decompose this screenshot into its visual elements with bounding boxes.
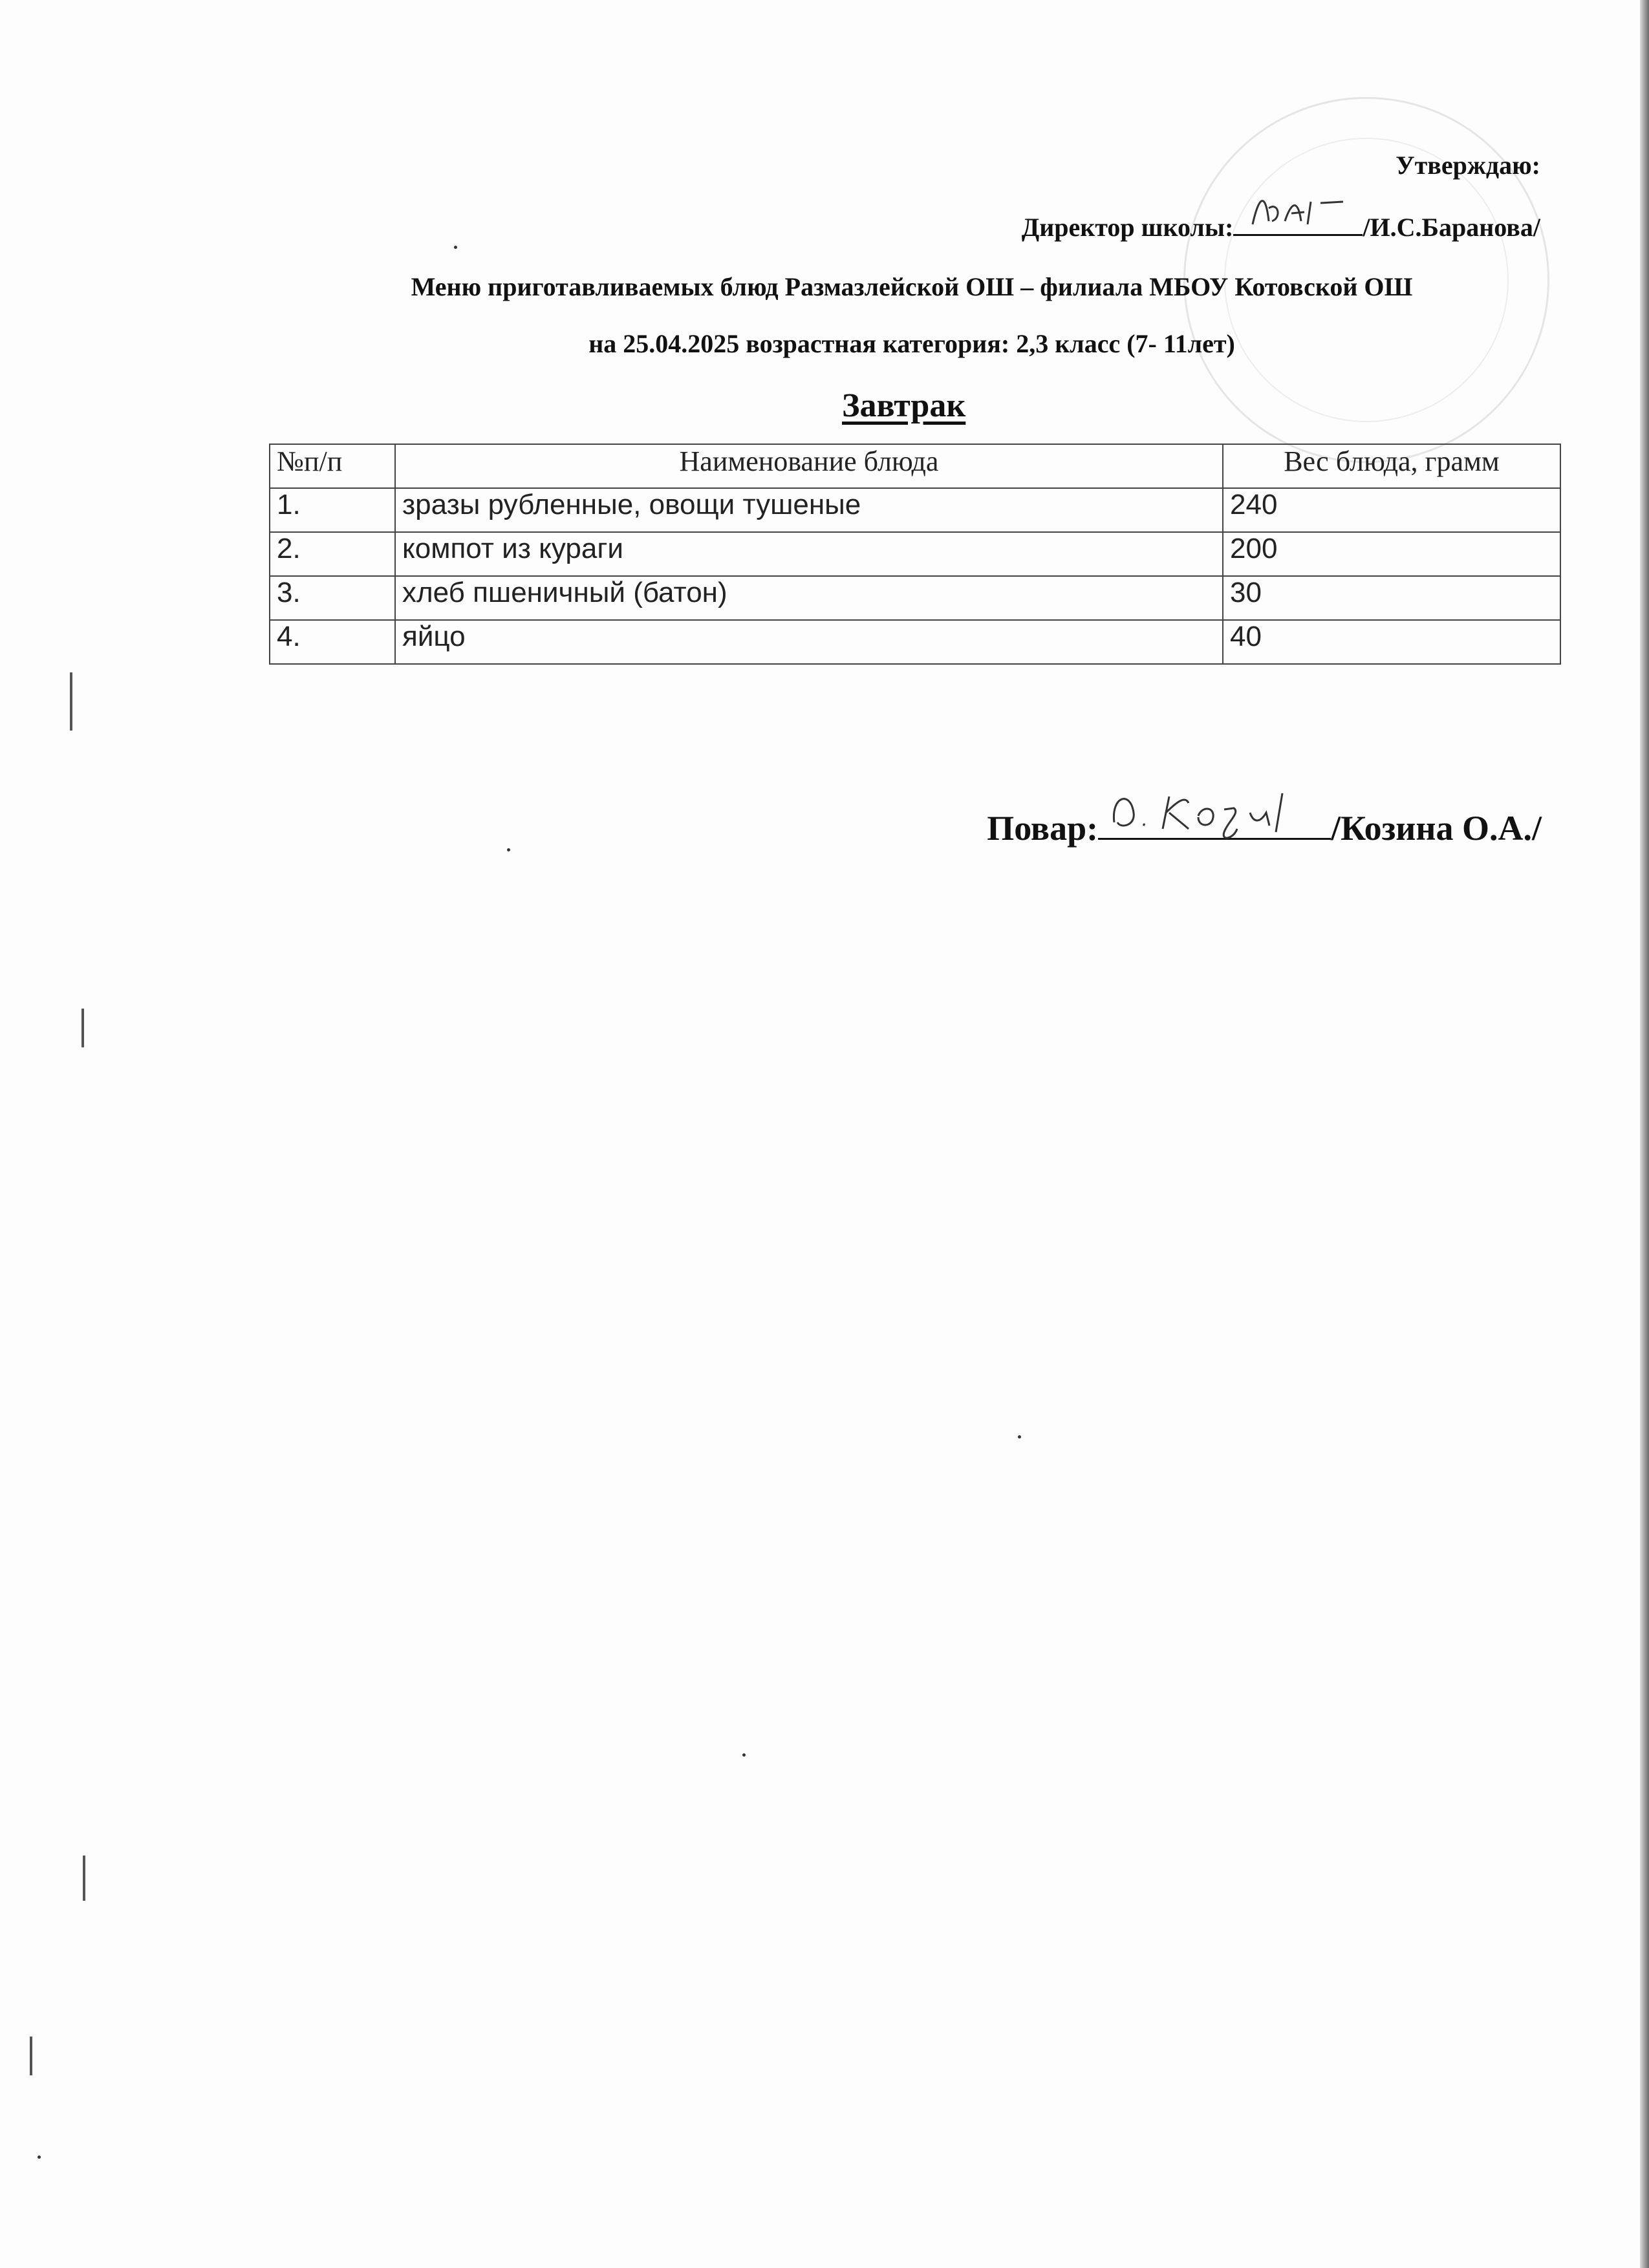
table-header-row [270,444,1560,488]
menu-date-line: на 25.04.2025 возрастная категория: 2,3 класс (7- 11лет) [588,329,1235,358]
row-dish: компот из кураги [395,532,1223,576]
column-header-weight: Вес блюда, грамм [1223,444,1560,488]
cook-signature-line [987,803,1542,848]
cook-name: /Козина О.А./ [1331,809,1542,848]
scan-mark [70,672,72,731]
scan-dot [507,848,510,851]
row-dish: хлеб пшеничный (батон) [395,576,1223,620]
scan-mark [83,1856,85,1901]
table-row [270,620,1560,664]
row-number: 1. [270,488,395,532]
scan-dot [1018,1435,1021,1439]
scan-dot [38,2156,41,2159]
scan-dot [454,246,457,249]
cook-signature [1098,803,1331,840]
scan-dot [742,1753,746,1757]
row-number: 2. [270,532,395,576]
scan-mark [30,2037,32,2075]
row-weight: 40 [1223,620,1560,664]
director-signature [1233,208,1363,236]
row-number: 3. [270,576,395,620]
column-header-number: №п/п [270,444,395,488]
row-number: 4. [270,620,395,664]
menu-table [269,444,1561,665]
table-row [270,488,1560,532]
director-name: /И.С.Баранова/ [1363,213,1540,242]
row-weight: 240 [1223,488,1560,532]
approval-title: Утверждаю: [1396,151,1540,180]
table-row [270,532,1560,576]
row-dish: яйцо [395,620,1223,664]
cook-label: Повар: [987,809,1099,848]
director-approval-line [1022,208,1540,242]
director-label: Директор школы: [1021,213,1234,242]
column-header-dish: Наименование блюда [395,444,1223,488]
row-weight: 200 [1223,532,1560,576]
row-weight: 30 [1223,576,1560,620]
row-dish: зразы рубленные, овощи тушеные [395,488,1223,532]
menu-title: Меню приготавливаемых блюд Размазлейской ОШ – филиала МБОУ Котовской ОШ [411,272,1413,301]
meal-title: Завтрак [842,387,966,424]
scan-mark [81,1009,84,1047]
table-row [270,576,1560,620]
